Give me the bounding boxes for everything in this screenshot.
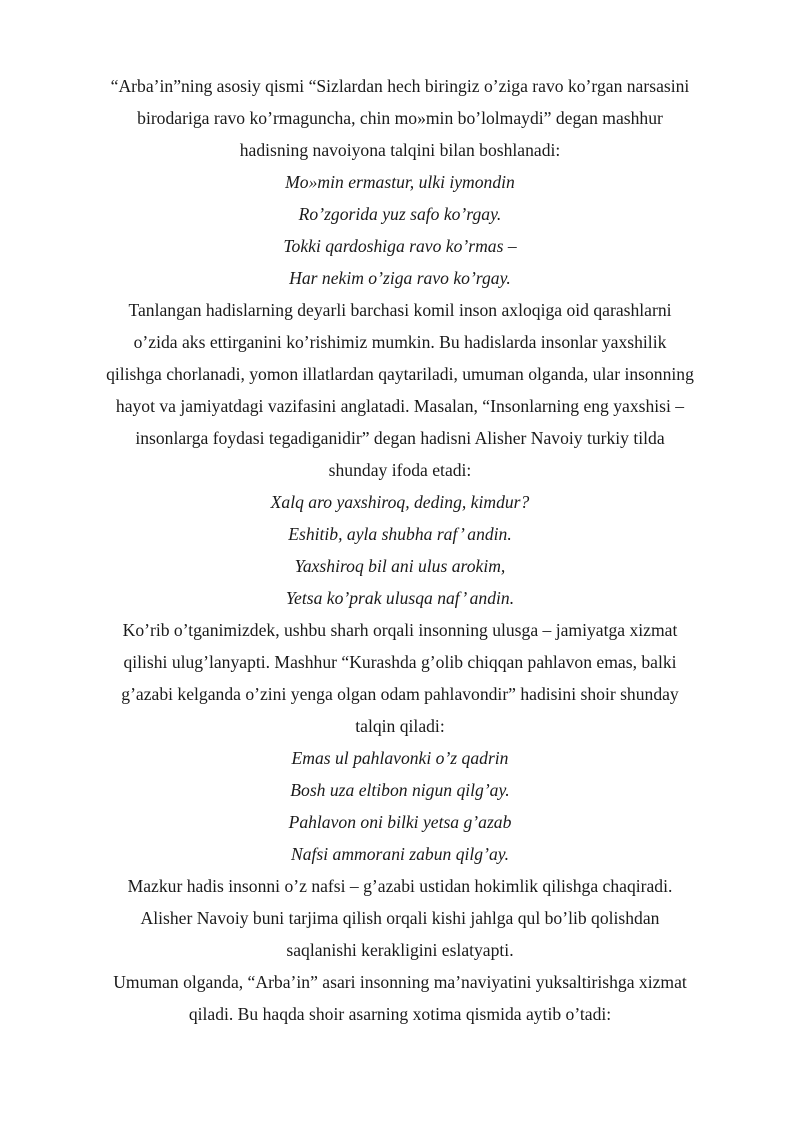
verse-line: Yaxshiroq bil ani ulus arokim,	[294, 556, 506, 576]
prose-line: qiladi. Bu haqda shoir asarning xotima qismida aytib o’tadi:	[188, 1004, 612, 1024]
prose-line: Tanlangan hadislarning deyarli barchasi komil inson axloqiga oid qarashlarni	[128, 300, 672, 320]
prose-line: hadisning navoiyona talqini bilan boshlanadi:	[239, 140, 561, 160]
prose-line: “Arba’in”ning asosiy qismi “Sizlardan hech biringiz o’ziga ravo ko’rgan narsasini	[110, 76, 690, 96]
verse-line: Tokki qardoshiga ravo ko’rmas –	[283, 236, 517, 256]
prose-line: qilishga chorlanadi, yomon illatlardan qaytariladi, umuman olganda, ular insonning	[106, 364, 694, 384]
verse-line: Bosh uza eltibon nigun qilg’ay.	[290, 780, 510, 800]
prose-line: Alisher Navoiy buni tarjima qilish orqali kishi jahlga qul bo’lib qolishdan	[140, 908, 660, 928]
prose-line: o’zida aks ettirganini ko’rishimiz mumkin. Bu hadislarda insonlar yaxshilik	[133, 332, 667, 352]
prose-line: talqin qiladi:	[355, 716, 445, 736]
verse-line: Ro’zgorida yuz safo ko’rgay.	[298, 204, 502, 224]
verse-line: Eshitib, ayla shubha raf’ andin.	[288, 524, 512, 544]
verse-line: Pahlavon oni bilki yetsa g’azab	[288, 812, 512, 832]
prose-line: qilishi ulug’lanyapti. Mashhur “Kurashda g’olib chiqqan pahlavon emas, balki	[123, 652, 677, 672]
document-page	[0, 70, 800, 1030]
verse-line: Emas ul pahlavonki o’z qadrin	[291, 748, 509, 768]
verse-line: Xalq aro yaxshiroq, deding, kimdur?	[270, 492, 530, 512]
prose-line: insonlarga foydasi tegadiganidir” degan hadisni Alisher Navoiy turkiy tilda	[135, 428, 665, 448]
prose-line: Umuman olganda, “Arba’in” asari insonning ma’naviyatini yuksaltirishga xizmat	[113, 972, 687, 992]
prose-line: shunday ifoda etadi:	[328, 460, 472, 480]
prose-line: saqlanishi kerakligini eslatyapti.	[286, 940, 514, 960]
verse-line: Har nekim o’ziga ravo ko’rgay.	[289, 268, 511, 288]
verse-line: Nafsi ammorani zabun qilg’ay.	[291, 844, 509, 864]
prose-line: g’azabi kelganda o’zini yenga olgan odam pahlavondir” hadisini shoir shunday	[121, 684, 679, 704]
verse-line: Mo»min ermastur, ulki iymondin	[285, 172, 515, 192]
prose-line: hayot va jamiyatdagi vazifasini anglatadi. Masalan, “Insonlarning eng yaxshisi –	[115, 396, 685, 416]
prose-line: birodariga ravo ko’rmaguncha, chin mo»min bo’lolmaydi” degan mashhur	[137, 108, 663, 128]
verse-line: Yetsa ko’prak ulusqa naf’ andin.	[285, 588, 515, 608]
prose-line: Mazkur hadis insonni o’z nafsi – g’azabi ustidan hokimlik qilishga chaqiradi.	[127, 876, 673, 896]
prose-line: Ko’rib o’tganimizdek, ushbu sharh orqali insonning ulusga – jamiyatga xizmat	[122, 620, 678, 640]
